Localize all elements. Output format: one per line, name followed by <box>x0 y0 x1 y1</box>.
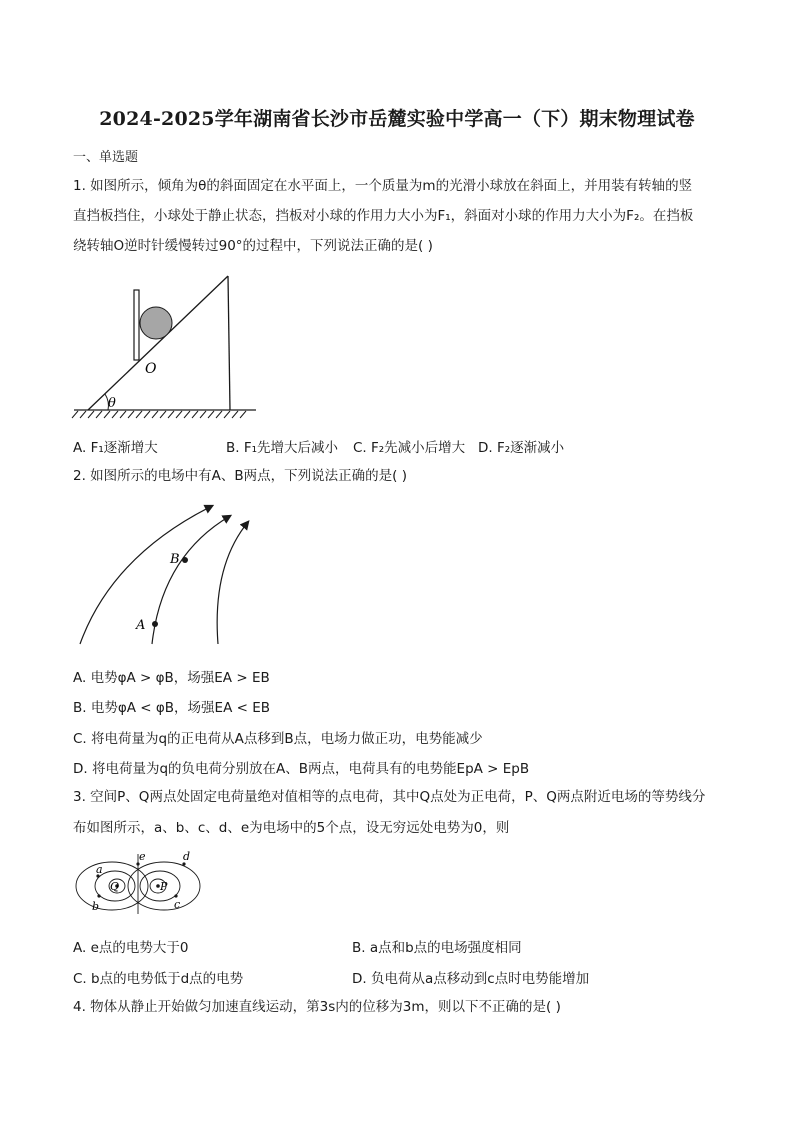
q4-stem: 4. 物体从静止开始做匀加速直线运动，第3s内的位移为3m，则以下不正确的是( ) <box>73 999 561 1015</box>
q3-figure <box>72 848 222 916</box>
label-p: P <box>160 880 168 893</box>
q3-option-a[interactable]: A. e点的电势大于0 <box>73 940 189 956</box>
label-q: Q <box>110 880 120 893</box>
label-a: a <box>96 863 103 876</box>
vertical-side <box>228 276 230 410</box>
q1-option-d[interactable]: D. F₂逐渐减小 <box>478 440 565 456</box>
q1-figure <box>70 270 260 422</box>
q3-option-d[interactable]: D. 负电荷从a点移动到c点时电势能增加 <box>352 971 590 987</box>
q3-option-c[interactable]: C. b点的电势低于d点的电势 <box>73 971 244 987</box>
ball <box>140 307 172 339</box>
label-b: b <box>92 900 100 913</box>
q3-stem-line1: 3. 空间P、Q两点处固定电荷量绝对值相等的点电荷，其中Q点处为正电荷，P、Q两点附近电场的等势线分 <box>73 789 706 805</box>
q2-stem: 2. 如图所示的电场中有A、B两点，下列说法正确的是( ) <box>73 468 407 484</box>
label-c: c <box>174 898 181 911</box>
pivot-label-o: O <box>145 361 157 377</box>
label-e: e <box>139 850 146 863</box>
q3-option-b[interactable]: B. a点和b点的电场强度相同 <box>352 940 522 956</box>
exam-title: 2024-2025学年湖南省长沙市岳麓实验中学高一（下）期末物理试卷 <box>99 108 695 130</box>
q2-option-d[interactable]: D. 将电荷量为q的负电荷分别放在A、B两点，电荷具有的电势能EpA > EpB <box>73 761 530 777</box>
section-heading: 一、单选题 <box>73 150 139 165</box>
q1-option-c[interactable]: C. F₂先减小后增大 <box>353 440 466 456</box>
point-b <box>182 557 188 563</box>
field-line-right <box>217 522 248 644</box>
field-line-left <box>80 506 212 644</box>
q1-stem-line2: 直挡板挡住，小球处于静止状态，挡板对小球的作用力大小为F₁，斜面对小球的作用力大小为F₂。在挡板 <box>73 208 694 224</box>
q2-option-a[interactable]: A. 电势φA > φB，场强EA > EB <box>73 670 270 686</box>
q2-figure <box>72 496 262 648</box>
q1-option-b[interactable]: B. F₁先增大后减小 <box>226 440 339 456</box>
point-a <box>152 621 158 627</box>
q1-option-a[interactable]: A. F₁逐渐增大 <box>73 440 158 456</box>
label-a: A <box>136 618 146 633</box>
angle-label-theta: θ <box>108 396 116 411</box>
label-d: d <box>183 850 191 863</box>
q3-stem-line2: 布如图所示，a、b、c、d、e为电场中的5个点，设无穷远处电势为0，则 <box>73 820 510 836</box>
label-b: B <box>170 552 180 567</box>
q2-option-b[interactable]: B. 电势φA < φB，场强EA < EB <box>73 700 270 716</box>
incline-line <box>88 276 228 410</box>
q1-stem-line3: 绕转轴O逆时针缓慢转过90°的过程中，下列说法正确的是( ) <box>73 238 433 254</box>
q2-option-c[interactable]: C. 将电荷量为q的正电荷从A点移到B点，电场力做正功，电势能减少 <box>73 731 483 747</box>
q1-stem-line1: 1. 如图所示，倾角为θ的斜面固定在水平面上，一个质量为m的光滑小球放在斜面上，并用装有转轴的竖 <box>73 178 693 194</box>
baffle-plate <box>134 290 139 360</box>
